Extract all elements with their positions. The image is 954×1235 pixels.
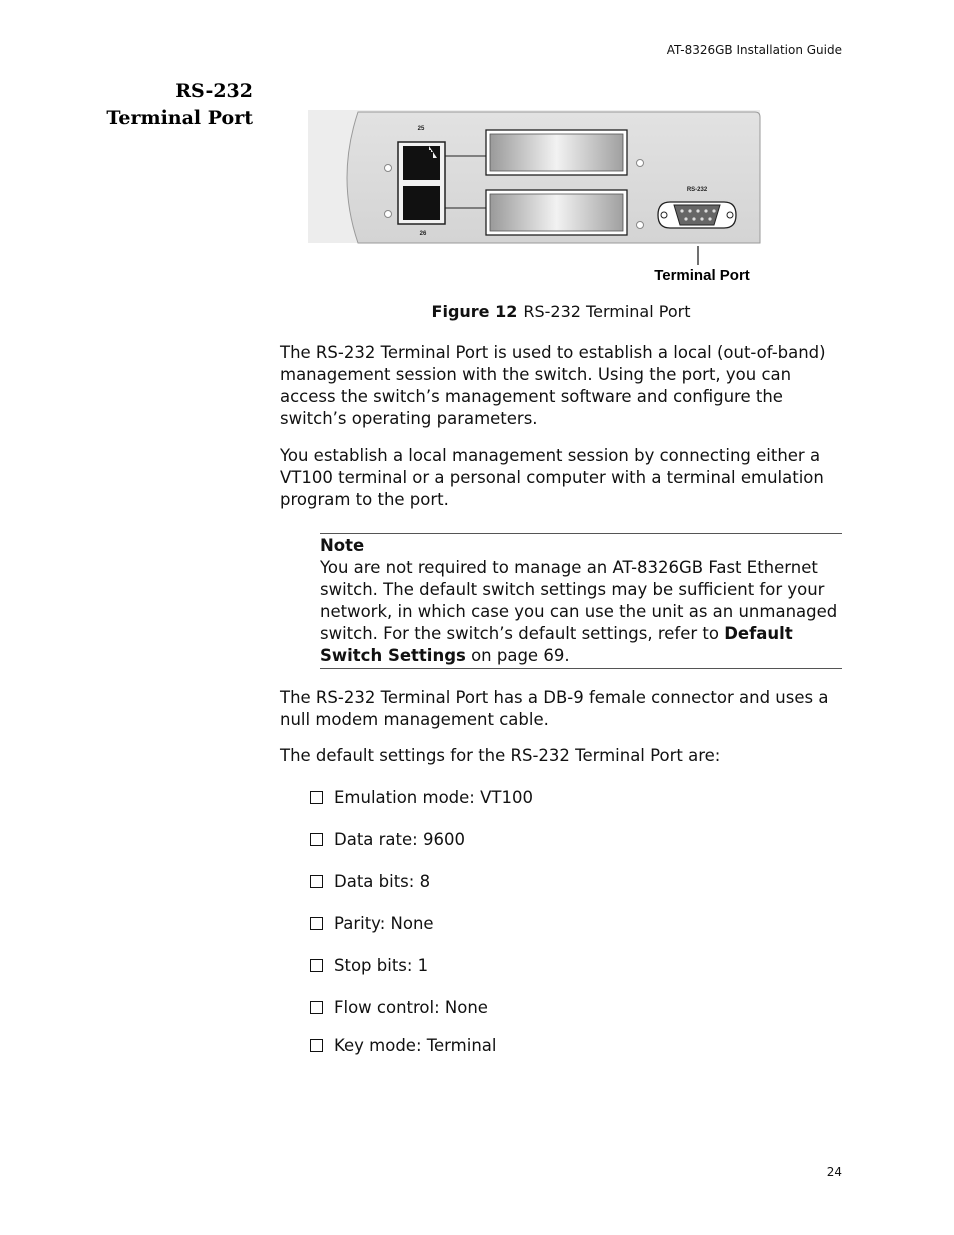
default-switch-settings-link[interactable]: Default Switch Settings	[320, 624, 793, 665]
checkbox-icon	[310, 875, 323, 888]
led-indicator	[385, 165, 392, 172]
list-item: Flow control: None	[310, 996, 488, 1020]
section-title-line2: Terminal Port	[106, 107, 253, 129]
list-item: Stop bits: 1	[310, 954, 428, 978]
checkbox-icon	[310, 833, 323, 846]
led-indicator	[637, 222, 644, 229]
led-indicator	[385, 211, 392, 218]
checkbox-icon	[310, 791, 323, 804]
figure-caption	[280, 302, 842, 321]
running-header: AT-8326GB Installation Guide	[666, 43, 842, 57]
list-item: Data bits: 8	[310, 870, 430, 894]
note-title: Note	[320, 536, 365, 555]
list-item: Data rate: 9600	[310, 828, 465, 852]
rs232-port-figure	[308, 100, 763, 290]
section-title	[60, 78, 253, 132]
led-indicator	[637, 160, 644, 167]
figure-caption-text: RS-232 Terminal Port	[523, 302, 691, 321]
list-item: Key mode: Terminal	[310, 1034, 497, 1058]
list-item: Emulation mode: VT100	[310, 786, 533, 810]
page-number: 24	[826, 1165, 842, 1179]
list-item: Parity: None	[310, 912, 434, 936]
rj45-port-26	[403, 186, 440, 220]
checkbox-icon	[310, 1039, 323, 1052]
note-text: You are not required to manage an AT-8326GB Fast Ethernet switch. The default switch settings may be sufficient for your network, in which case you can use the unit as an unmanaged switch. For the switch’s default settings, refer to	[320, 558, 838, 643]
paragraph-connector: The RS-232 Terminal Port has a DB-9 female connector and uses a null modem management cable.	[280, 688, 829, 729]
rs232-connector-label: RS-232	[686, 187, 708, 193]
port-label-26: 26	[419, 231, 427, 237]
note-body	[320, 557, 842, 667]
paragraph-purpose: The RS-232 Terminal Port is used to establish a local (out-of-band) management session with the switch. Using the port, you can access the switch’s management software and configure the switch’s operating parameters.	[280, 343, 826, 428]
checkbox-icon	[310, 917, 323, 930]
note-box	[320, 533, 842, 669]
terminal-port-callout: Terminal Port	[654, 267, 750, 284]
paragraph-defaults-intro: The default settings for the RS-232 Terminal Port are:	[280, 746, 721, 765]
port-label-25: 25	[417, 126, 425, 132]
note-text-end: on page 69.	[465, 646, 570, 665]
figure-number: Figure 12	[431, 302, 518, 321]
section-title-line1: RS-232	[175, 80, 253, 102]
checkbox-icon	[310, 959, 323, 972]
checkbox-icon	[310, 1001, 323, 1014]
paragraph-connection: You establish a local management session by connecting either a VT100 terminal or a personal computer with a terminal emulation program to the port.	[280, 446, 824, 509]
